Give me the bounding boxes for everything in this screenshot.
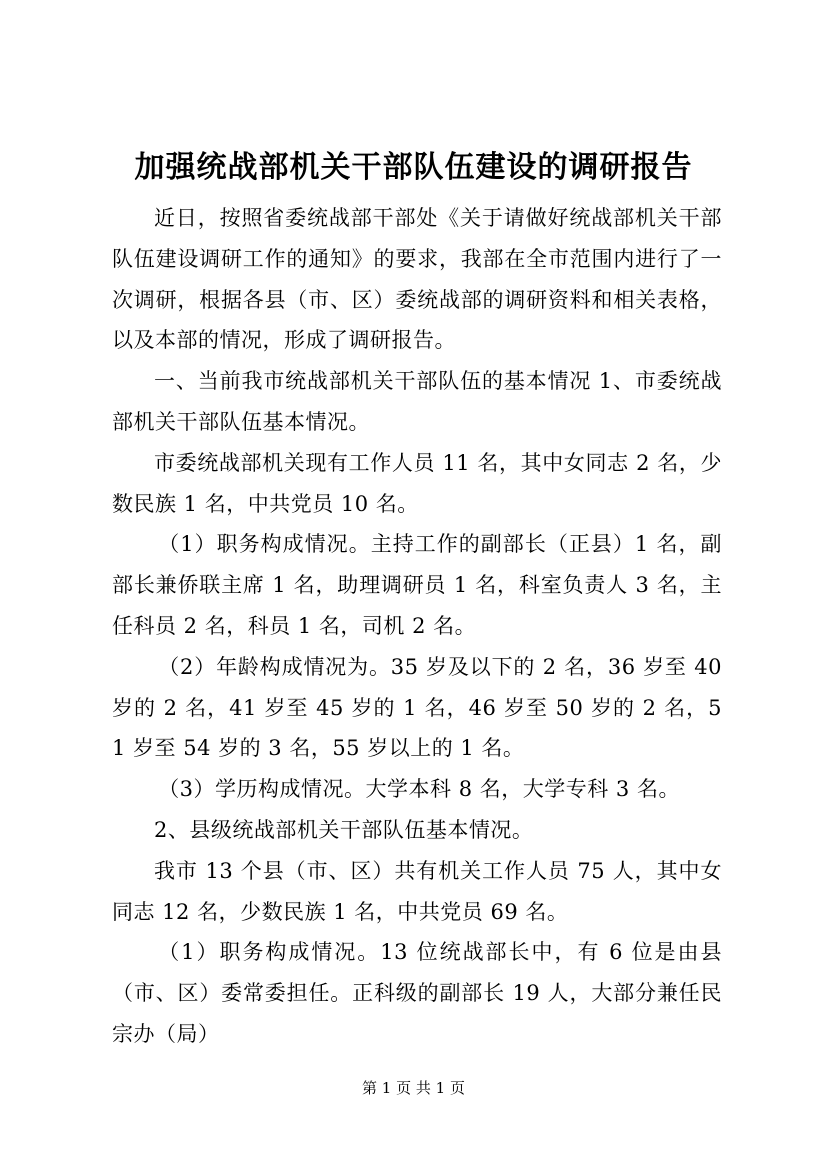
paragraph-county-position-structure: （1）职务构成情况。13 位统战部长中，有 6 位是由县（市、区）委常委担任。正科级的副部长 19 人，大部分兼任民宗办（局） bbox=[112, 940, 722, 1046]
paragraph-city-position-structure: （1）职务构成情况。主持工作的副部长（正县）1 名，副部长兼侨联主席 1 名，助理调研员 1 名，科室负责人 3 名，主任科员 2 名，科员 1 名，司机 2 名。 bbox=[112, 532, 722, 638]
paragraph-city-staff-summary: 市委统战部机关现有工作人员 11 名，其中女同志 2 名，少数民族 1 名，中共党员 10 名。 bbox=[112, 450, 722, 516]
document-body bbox=[112, 198, 722, 1055]
paragraph-county-staff-summary: 我市 13 个县（市、区）共有机关工作人员 75 人，其中女同志 12 名，少数民族 1 名，中共党员 69 名。 bbox=[112, 858, 722, 924]
paragraph-county-heading: 2、县级统战部机关干部队伍基本情况。 bbox=[154, 817, 534, 842]
document-title: 加强统战部机关干部队伍建设的调研报告 bbox=[134, 150, 693, 185]
paragraph-city-education-structure: （3）学历构成情况。大学本科 8 名，大学专科 3 名。 bbox=[158, 777, 680, 802]
page-number-footer: 第 1 页 共 1 页 bbox=[362, 1079, 465, 1097]
paragraph-intro: 近日，按照省委统战部干部处《关于请做好统战部机关干部队伍建设调研工作的通知》的要求，我部在全市范围内进行了一次调研，根据各县（市、区）委统战部的调研资料和相关表格，以及本部的情况，形成了调研报告。 bbox=[112, 206, 722, 353]
paragraph-city-age-structure: （2）年龄构成情况为。35 岁及以下的 2 名，36 岁至 40 岁的 2 名，41 岁至 45 岁的 1 名，46 岁至 50 岁的 2 名，51 岁至 54 岁的 3 名，55 岁以上的 1 名。 bbox=[112, 654, 722, 761]
paragraph-section-one-heading: 一、当前我市统战部机关干部队伍的基本情况 1、市委统战部机关干部队伍基本情况。 bbox=[112, 369, 722, 434]
